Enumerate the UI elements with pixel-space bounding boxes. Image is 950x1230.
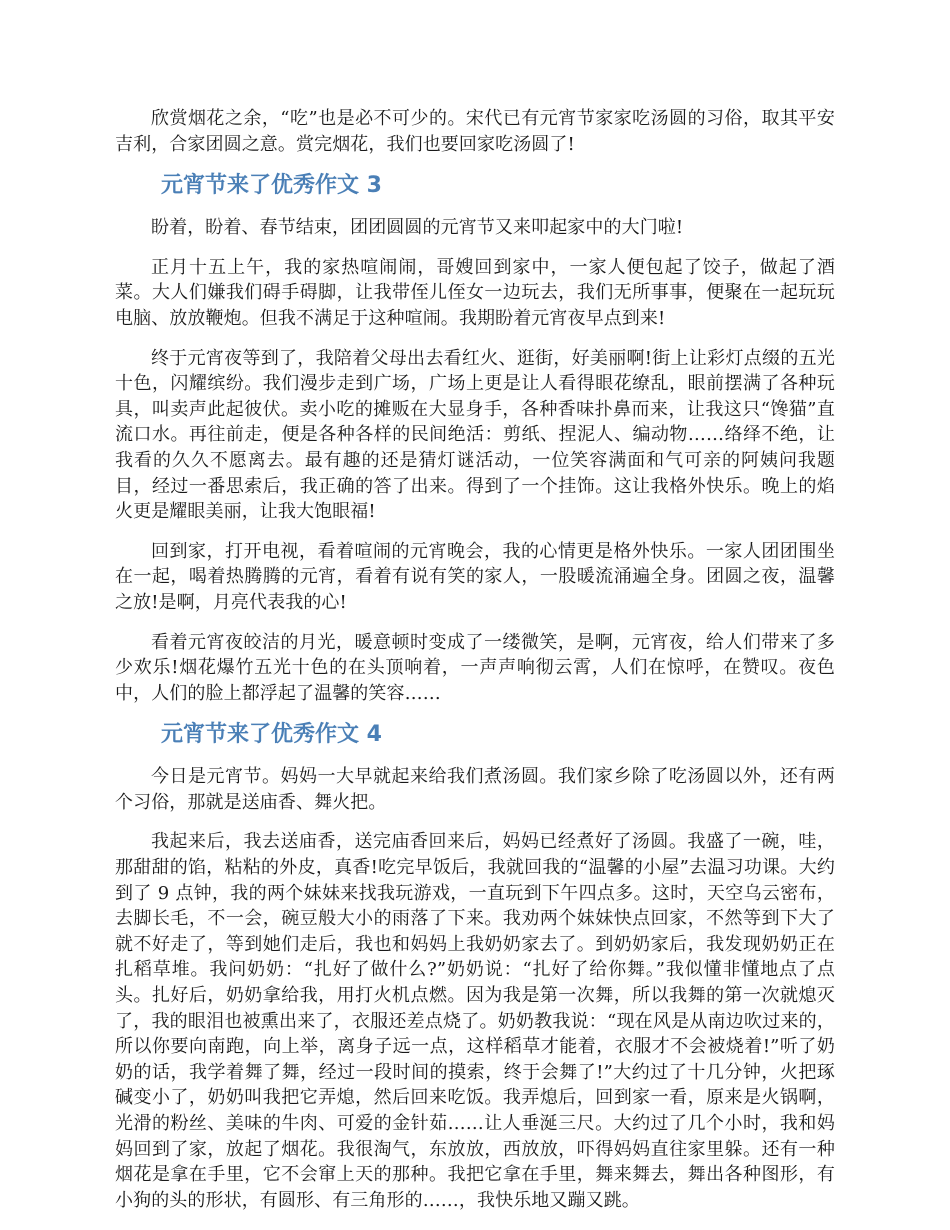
- paragraph: 盼着，盼着、春节结束，团团圆圆的元宵节又来叩起家中的大门啦!: [151, 217, 684, 239]
- paragraph: 我起来后，我去送庙香，送完庙香回来后，妈妈已经煮好了汤圆。我盛了一碗，哇，那甜甜的馅，粘粘的外皮，真香!吃完早饭后，我就回我的“温馨的小屋”去温习功课。大约到了 9 点钟，我的两个妹妹来找我玩游戏，一直玩到下午四点多。这时，天空乌云密布，去脚长毛，不一会，碗豆般大小的雨落了下来。我劝两个妹妹快点回家，不然等到下大了就不好走了，等到她们走后，我也和妈妈上我奶奶家去了。到奶奶家后，我发现奶奶正在扎稻草堆。我问奶奶：“扎好了做什么?”奶奶说：“扎好了给你舞。”我似懂非懂地点了点头。扎好后，奶奶拿给我，用打火机点燃。因为我是第一次舞，所以我舞的第一次就熄灭了，我的眼泪也被熏出来了，衣服还差点烧了。奶奶教我说：“现在风是从南边吹过来的，所以你要向南跑，向上举，离身子远一点，这样稻草才能着，衣服才不会被烧着!”听了奶奶的话，我学着舞了舞，经过一段时间的摸索，终于会舞了!”大约过了十几分钟，火把琢碱变小了，奶奶叫我把它弄熄，然后回来吃饭。我弄熄后，回到家一看，原来是火锅啊，光滑的粉丝、美味的牛肉、可爱的金针茹……让人垂涎三尺。大约过了几个小时，我和妈妈回到了家，放起了烟花。我很淘气，东放放，西放放，吓得妈妈直往家里躲。还有一种烟花是拿在手里，它不会窜上天的那种。我把它拿在手里，舞来舞去，舞出各种图形，有小狗的头的形状，有圆形、有三角形的……，我快乐地又蹦又跳。: [115, 831, 835, 1211]
- paragraph: 欣赏烟花之余，“吃”也是必不可少的。宋代已有元宵节家家吃汤圆的习俗，取其平安吉利，合家团圆之意。赏完烟花，我们也要回家吃汤圆了!: [115, 108, 835, 155]
- paragraph: 正月十五上午，我的家热喧闹闹，哥嫂回到家中，一家人便包起了饺子，做起了酒菜。大人们嫌我们碍手碍脚，让我带侄儿侄女一边玩去，我们无所事事，便聚在一起玩玩电脑、放放鞭炮。但我不满足于这种喧闹。我期盼着元宵夜早点到来!: [115, 256, 835, 329]
- document-body: [115, 106, 835, 1227]
- section-title: 元宵节来了优秀作文 3: [161, 173, 382, 199]
- paragraph: 看着元宵夜皎洁的月光，暖意顿时变成了一缕微笑，是啊，元宵夜，给人们带来了多少欢乐!烟花爆竹五光十色的在头顶响着，一声声响彻云霄，人们在惊呼，在赞叹。夜色中，人们的脸上都浮起了温馨的笑容……: [115, 631, 835, 704]
- paragraph: 终于元宵夜等到了，我陪着父母出去看红火、逛街，好美丽啊!街上让彩灯点缀的五光十色，闪耀缤纷。我们漫步走到广场，广场上更是让人看得眼花缭乱，眼前摆满了各种玩具，叫卖声此起彼伏。卖小吃的摊贩在大显身手，各种香味扑鼻而来，让我这只“馋猫”直流口水。再往前走，便是各种各样的民间绝活：剪纸、捏泥人、编动物……络绎不绝，让我看的久久不愿离去。最有趣的还是猜灯谜活动，一位笑容满面和气可亲的阿姨问我题目，经过一番思索后，我正确的答了出来。得到了一个挂饰。这让我格外快乐。晚上的焰火更是耀眼美丽，让我大饱眼福!: [115, 347, 835, 523]
- paragraph: 今日是元宵节。妈妈一大早就起来给我们煮汤圆。我们家乡除了吃汤圆以外，还有两个习俗，那就是送庙香、舞火把。: [115, 766, 835, 813]
- section-title: 元宵节来了优秀作文 4: [161, 722, 382, 748]
- paragraph: 回到家，打开电视，看着喧闹的元宵晚会，我的心情更是格外快乐。一家人团团围坐在一起，喝着热腾腾的元宵，看着有说有笑的家人，一股暖流涌遍全身。团圆之夜，温馨之放!是啊，月亮代表我的心!: [115, 540, 835, 613]
